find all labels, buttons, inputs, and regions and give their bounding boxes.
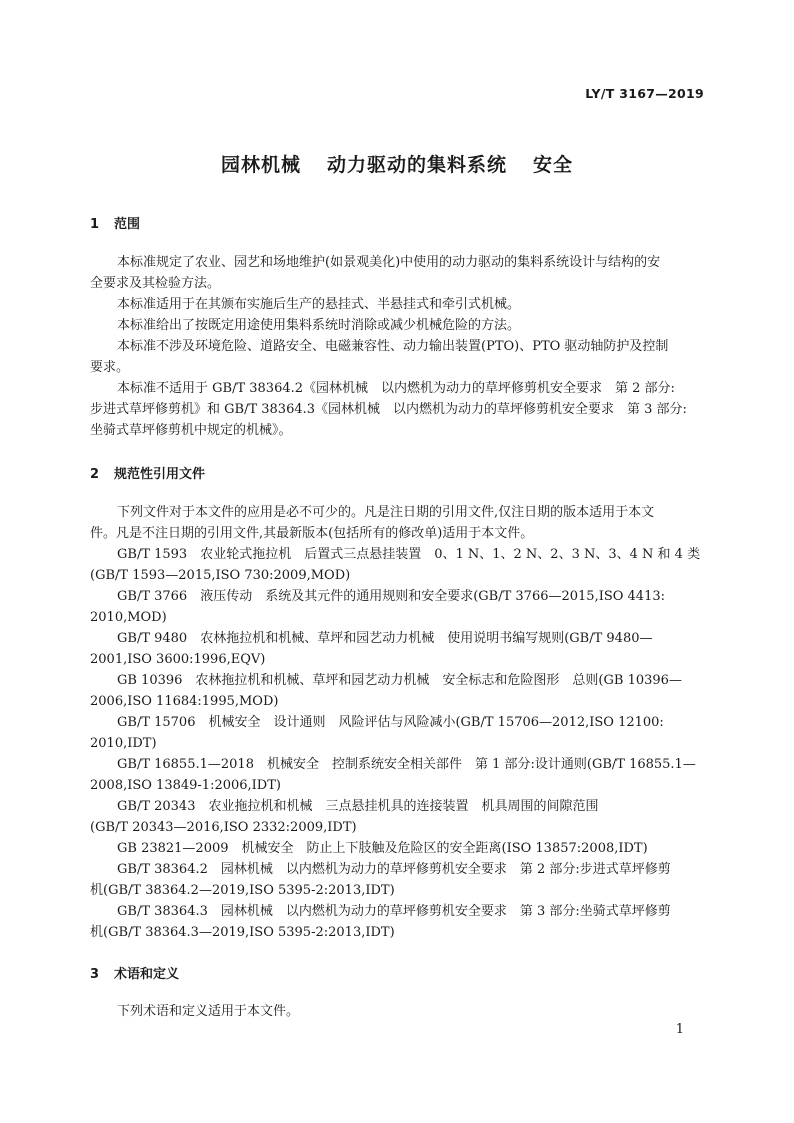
scope-para-3: 本标准给出了按既定用途使用集料系统时消除或减少机械危险的方法。 — [117, 318, 521, 333]
reference-entry-line: GB/T 15706 机械安全 设计通则 风险评估与风险减小(GB/T 15706—2012,ISO 12100: — [117, 715, 664, 730]
reference-entry-line: 2010,IDT) — [90, 736, 157, 751]
reference-entry-line: 2008,ISO 13849-1:2006,IDT) — [90, 778, 281, 793]
title-part-3: 安全 — [533, 154, 574, 176]
reference-entry-line: (GB/T 20343—2016,ISO 2332:2009,IDT) — [90, 820, 357, 835]
reference-entry-line: GB/T 16855.1—2018 机械安全 控制系统安全相关部件 第 1 部分:设计通则(GB/T 16855.1— — [117, 757, 696, 772]
reference-entry-line: GB/T 38364.3 园林机械 以内燃机为动力的草坪修剪机安全要求 第 3 部分:坐骑式草坪修剪 — [117, 904, 671, 919]
reference-entry-line: 2010,MOD) — [90, 610, 167, 625]
reference-entry-line: GB/T 38364.2 园林机械 以内燃机为动力的草坪修剪机安全要求 第 2 部分:步进式草坪修剪 — [117, 862, 671, 877]
title-part-1: 园林机械 — [220, 154, 301, 176]
title-part-2: 动力驱动的集料系统 — [326, 154, 507, 176]
reference-entry-line: (GB/T 1593—2015,ISO 730:2009,MOD) — [90, 568, 351, 583]
references-intro-line-2: 件。凡是不注日期的引用文件,其最新版本(包括所有的修改单)适用于本文件。 — [90, 526, 534, 541]
reference-entry-line: GB/T 9480 农林拖拉机和机械、草坪和园艺动力机械 使用说明书编写规则(GB/T 9480— — [117, 631, 653, 646]
reference-entry-line: GB/T 20343 农业拖拉机和机械 三点悬挂机具的连接装置 机具周围的间隙范围 — [117, 799, 599, 814]
section-title: 范围 — [114, 217, 141, 232]
section-number: 2 — [90, 467, 100, 482]
reference-entry-line: GB/T 1593 农业轮式拖拉机 后置式三点悬挂装置 0、1 N、1、2 N、2、3 N、3、4 N 和 4 类 — [117, 547, 701, 562]
section-title: 术语和定义 — [114, 967, 180, 982]
scope-para-4-line-1: 本标准不涉及环境危险、道路安全、电磁兼容性、动力输出装置(PTO)、PTO 驱动轴防护及控制 — [117, 339, 669, 354]
reference-entry-line: 机(GB/T 38364.3—2019,ISO 5395-2:2013,IDT) — [90, 925, 395, 940]
section-heading-normative-references — [90, 463, 205, 482]
section-title: 规范性引用文件 — [114, 467, 206, 482]
reference-entry-line: 2006,ISO 11684:1995,MOD) — [90, 694, 279, 709]
scope-para-1-line-1: 本标准规定了农业、园艺和场地维护(如景观美化)中使用的动力驱动的集料系统设计与结构的安 — [117, 255, 661, 270]
reference-entry-line: 机(GB/T 38364.2—2019,ISO 5395-2:2013,IDT) — [90, 883, 395, 898]
terms-intro: 下列术语和定义适用于本文件。 — [117, 1004, 300, 1019]
scope-para-5-line-2: 步进式草坪修剪机》和 GB/T 38364.3《园林机械 以内燃机为动力的草坪修剪机安全要求 第 3 部分: — [90, 402, 687, 417]
reference-entry-line: GB 23821—2009 机械安全 防止上下肢触及危险区的安全距离(ISO 13857:2008,IDT) — [117, 841, 648, 856]
section-heading-scope — [90, 213, 140, 232]
document-title — [0, 150, 794, 177]
scope-para-2: 本标准适用于在其颁布实施后生产的悬挂式、半悬挂式和牵引式机械。 — [117, 297, 521, 312]
references-intro-line-1: 下列文件对于本文件的应用是必不可少的。凡是注日期的引用文件,仅注日期的版本适用于本文 — [117, 505, 655, 520]
page-number: 1 — [675, 1022, 684, 1037]
reference-entry-line: 2001,ISO 3600:1996,EQV) — [90, 652, 266, 667]
reference-entry-line: GB/T 3766 液压传动 系统及其元件的通用规则和安全要求(GB/T 3766—2015,ISO 4413: — [117, 589, 665, 604]
scope-para-4-line-2: 要求。 — [90, 360, 130, 375]
section-number: 1 — [90, 217, 100, 232]
scope-para-5-line-1: 本标准不适用于 GB/T 38364.2《园林机械 以内燃机为动力的草坪修剪机安全要求 第 2 部分: — [117, 381, 675, 396]
section-heading-terms — [90, 963, 179, 982]
scope-para-1-line-2: 全要求及其检验方法。 — [90, 276, 221, 291]
scope-para-5-line-3: 坐骑式草坪修剪机中规定的机械》。 — [90, 423, 292, 438]
document-number: LY/T 3167—2019 — [585, 86, 704, 101]
reference-entry-line: GB 10396 农林拖拉机和机械、草坪和园艺动力机械 安全标志和危险图形 总则(GB 10396— — [117, 673, 682, 688]
section-number: 3 — [90, 967, 100, 982]
